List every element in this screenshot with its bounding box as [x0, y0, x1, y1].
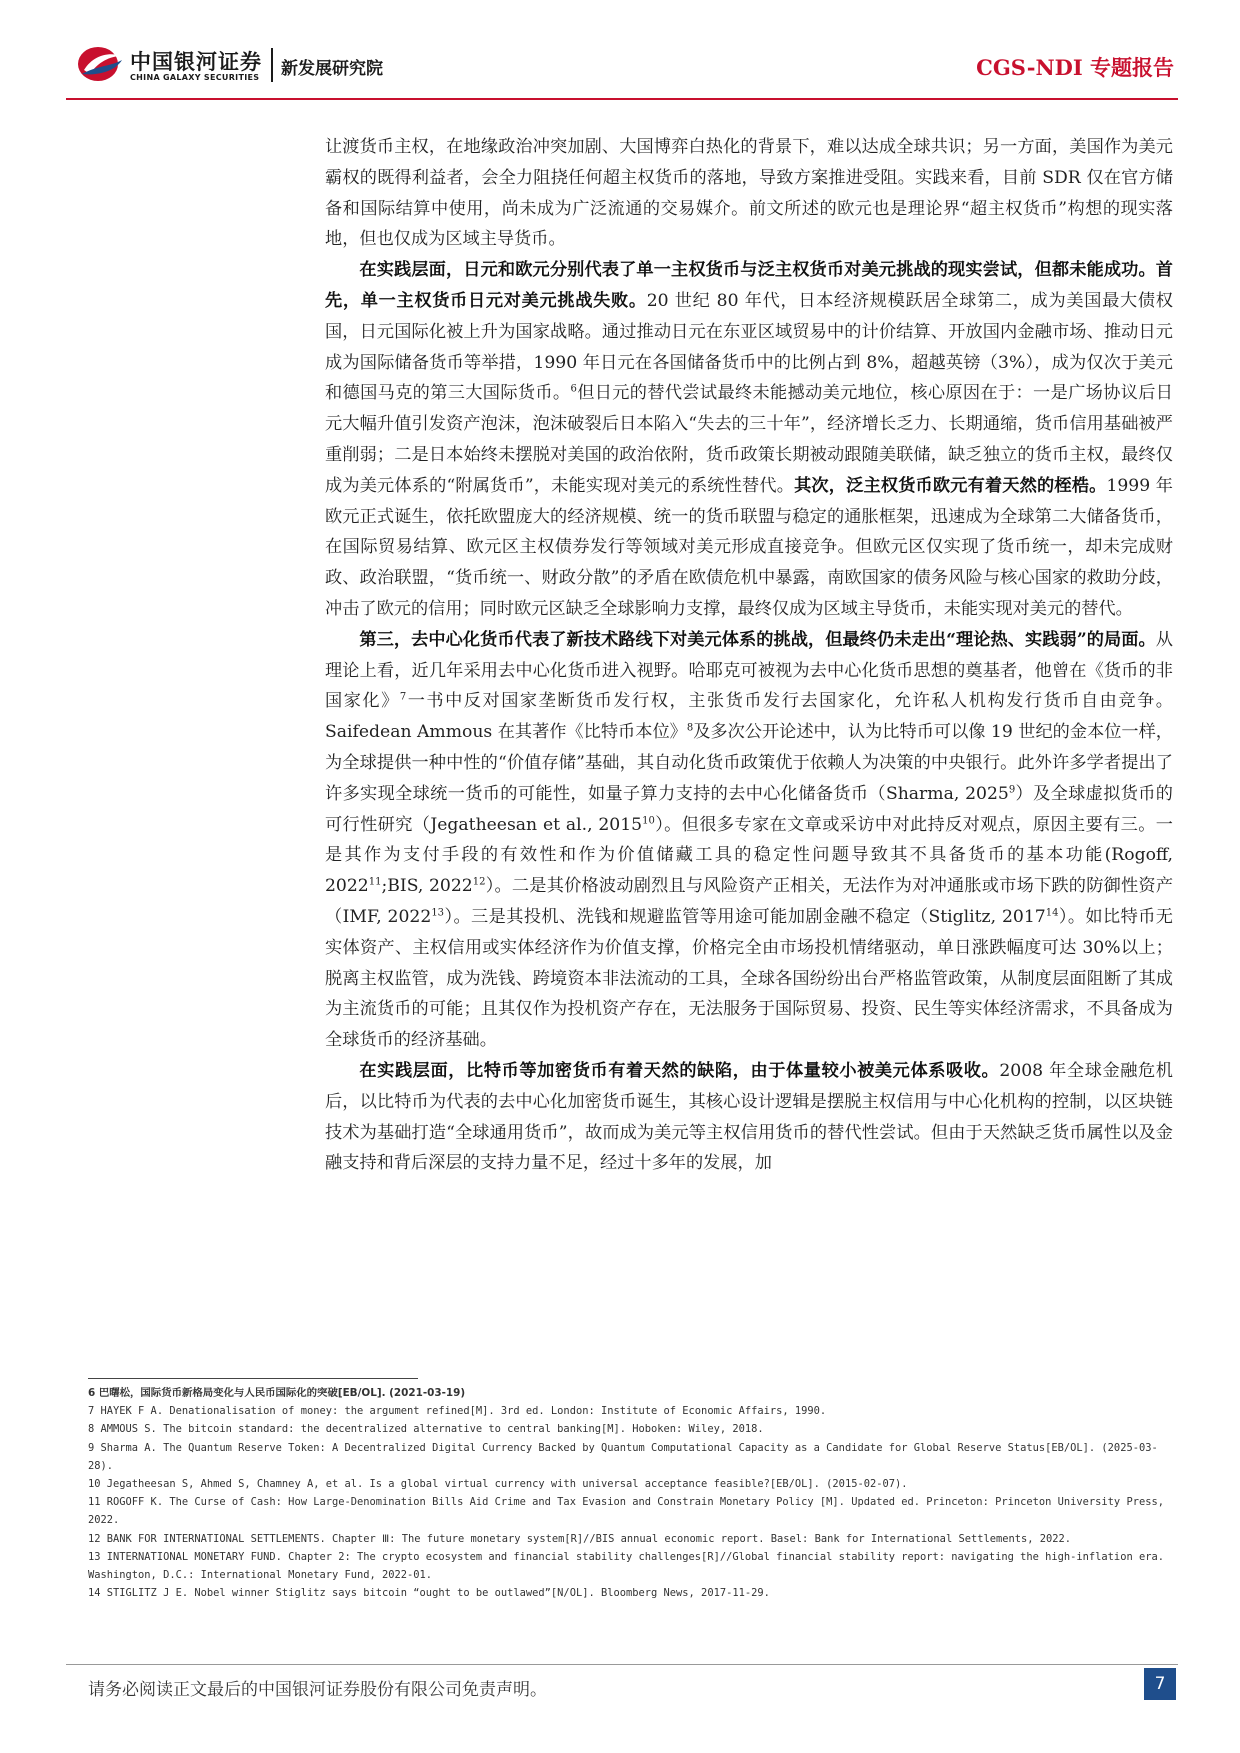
footnote-ref-6[interactable]: 6 [570, 383, 577, 395]
footnote-10: 10 Jegatheesan S, Ahmed S, Chamney A, et al. Is a global virtual currency with universal acceptance feasible?[EB/OL]. (2015-02-07). [88, 1478, 908, 1491]
paragraph-3 [325, 625, 1173, 1056]
footnote-14: 14 STIGLITZ J E. Nobel winner Stiglitz says bitcoin “ought to be outlawed”[N/OL]. Bloomberg News, 2017-11-29. [88, 1587, 770, 1600]
footnote-12: 12 BANK FOR INTERNATIONAL SETTLEMENTS. Chapter Ⅲ: The future monetary system[R]//BIS annual economic report. Basel: Bank for International Settlements, 2022. [88, 1532, 1072, 1545]
disclaimer-text: 请务必阅读正文最后的中国银河证券股份有限公司免责声明。 [88, 1680, 547, 1700]
paragraph-1 [325, 132, 1173, 255]
paragraph-3-text-2: 一书中反对国家垄断货币发行权，主张货币发行去国家化，允许私人机构发行货币自由竞争。Saifedean Ammous 在其著作《比特币本位》 [325, 691, 1173, 743]
paragraph-3-text-3: 及多次公开论述中，认为比特币可以像 19 世纪的金本位一样，为全球提供一种中性的“价值存储”基础，其自动化货币政策优于依赖人为决策的中央银行。此外许多学者提出了许多实现全球统一货币的可能性，如量子算力支持的去中心化储备货币（Sharma, 2025 [325, 722, 1173, 804]
brand-divider [271, 48, 273, 82]
footnote-ref-10[interactable]: 10 [642, 814, 655, 826]
footnote-13: 13 INTERNATIONAL MONETARY FUND. Chapter 2: The crypto ecosystem and financial stability challenges[R]//Global financial stability report: navigating the high-inflation era. Washington, D.C.: International Monetary Fund, 2022-01. [88, 1550, 1164, 1582]
report-series-title: CGS-NDI 专题报告 [976, 55, 1174, 80]
footnote-ref-11[interactable]: 11 [368, 876, 382, 888]
paragraph-3-text-5: ）。但很多专家在文章或采访中对此持反对观点，原因主要有三。一是其作为支付手段的有效性和作为价值储藏工具的稳定性问题导致其不具备货币的基本功能(Rogoff, 2022 [325, 814, 1173, 897]
footnote-8: 8 AMMOUS S. The bitcoin standard: the decentralized alternative to central banking[M]. Hoboken: Wiley, 2018. [88, 1423, 764, 1436]
footnote-11: 11 ROGOFF K. The Curse of Cash: How Large-Denomination Bills Aid Crime and Tax Evasion and Constrain Monetary Policy [M]. Updated ed. Princeton: Princeton University Press, 2022. [88, 1496, 1164, 1527]
paragraph-2-lead: 在实践层面，日元和欧元分别代表了单一主权货币与泛主权货币对美元挑战的现实尝试，但都未能成功。首先，单一主权货币日元对美元挑战失败。 [325, 260, 1173, 311]
institute-name: 新发展研究院 [281, 59, 383, 79]
footnote-ref-14[interactable]: 14 [1045, 907, 1059, 919]
footer-divider [66, 1664, 1178, 1665]
footnote-ref-12[interactable]: 12 [472, 876, 486, 888]
paragraph-3-text-1: 从理论上看，近几年采用去中心化货币进入视野。哈耶克可被视为去中心化货币思想的奠基者，他曾在《货币的非国家化》 [325, 629, 1173, 712]
brand-name-en: CHINA GALAXY SECURITIES [130, 73, 260, 82]
paragraph-2-text-1: 20 世纪 80 年代，日本经济规模跃居全球第二，成为美国最大债权国，日元国际化被上升为国家战略。通过推动日元在东亚区域贸易中的计价结算、开放国内金融市场、推动日元成为国际储备货币等举措，1990 年日元在各国储备货币中的比例占到 8%，超越英镑（3%），成为仅次于美元和德国马克的第三大国际货币。 [325, 290, 1173, 404]
page-number-badge: 7 [1144, 1668, 1176, 1700]
footnote-divider [88, 1378, 418, 1379]
page-header [0, 0, 1240, 110]
paragraph-2-text-2: 但日元的替代尝试最终未能撼动美元地位，核心原因在于：一是广场协议后日元大幅升值引发资产泡沫，泡沫破裂后日本陷入“失去的三十年”，经济增长乏力、长期通缩，货币信用基础被严重削弱；二是日本始终未摆脱对美国的政治依附，货币政策长期被动跟随美联储，缺乏独立的货币主权，最终仅成为美元体系的“附属货币”，未能实现对美元的系统性替代。 [325, 383, 1173, 496]
paragraph-3-text-9: ）。如比特币无实体资产、主权信用或实体经济作为价值支撑，价格完全由市场投机情绪驱动，单日涨跌幅度可达 30%以上；脱离主权监管，成为洗钱、跨境资本非法流动的工具，全球各国纷纷出台严格监管政策，从制度层面阻断了其成为主流货币的可能；且其仅作为投机资产存在，无法服务于国际贸易、投资、民生等实体经济需求，不具备成为全球货币的经济基础。 [325, 906, 1173, 1051]
paragraph-4-text: 2008 年全球金融危机后，以比特币为代表的去中心化加密货币诞生，其核心设计逻辑是摆脱主权信用与中心化机构的控制，以区块链技术为基础打造“全球通用货币”，故而成为美元等主权信用货币的替代性尝试。但由于天然缺乏货币属性以及金融支持和背后深层的支持力量不足，经过十多年的发展，加 [325, 1060, 1173, 1174]
footnote-ref-9[interactable]: 9 [1008, 784, 1016, 795]
footnote-ref-7[interactable]: 7 [399, 691, 407, 703]
paragraph-3-text-6: ;BIS, 2022 [381, 876, 473, 897]
paragraph-1-text: 让渡货币主权，在地缘政治冲突加剧、大国博弈白热化的背景下，难以达成全球共识；另一方面，美国作为美元霸权的既得利益者，会全力阻挠任何超主权货币的落地，导致方案推进受阻。实践来看，目前 SDR 仅在官方储备和国际结算中使用，尚未成为广泛流通的交易媒介。前文所述的欧元也是理论界“超主权货币”构想的现实落地，但也仅成为区域主导货币。 [325, 137, 1173, 250]
paragraph-3-text-7: ）。二是其价格波动剧烈且与风险资产正相关，无法作为对冲通胀或市场下跌的防御性资产（IMF, 2022 [325, 876, 1174, 927]
footnotes [88, 1384, 1172, 1602]
paragraph-3-text-4: ）及全球虚拟货币的可行性研究（Jegatheesan et al., 2015 [325, 783, 1173, 835]
paragraph-2-text-3: 1999 年欧元正式诞生，依托欧盟庞大的经济规模、统一的货币联盟与稳定的通胀框架，迅速成为全球第二大储备货币，在国际贸易结算、欧元区主权债券发行等领域对美元形成直接竞争。但欧元区仅实现了货币统一，却未完成财政、政治联盟，“货币统一、财政分散”的矛盾在欧债危机中暴露，南欧国家的债务风险与核心国家的救助分歧，冲击了欧元的信用；同时欧元区缺乏全球影响力支撑，最终仅成为区域主导货币，未能实现对美元的替代。 [325, 475, 1173, 619]
paragraph-3-lead: 第三，去中心化货币代表了新技术路线下对美元体系的挑战，但最终仍未走出“理论热、实践弱”的局面。 [359, 629, 1156, 650]
paragraph-4-lead: 在实践层面，比特币等加密货币有着天然的缺陷，由于体量较小被美元体系吸收。 [359, 1060, 1000, 1081]
footnote-6: 6 巴曙松，国际货币新格局变化与人民币国际化的突破[EB/OL]. (2021-03-19) [88, 1387, 466, 1399]
footnote-ref-8[interactable]: 8 [686, 722, 694, 734]
footnote-9: 9 Sharma A. The Quantum Reserve Token: A Decentralized Digital Currency Backed by Quantum Computational Capacity as a Candidate for Global Reserve Status[EB/OL]. (2025-03-28). [88, 1441, 1158, 1472]
paragraph-4 [325, 1056, 1173, 1179]
paragraph-2-emphasis: 其次，泛主权货币欧元有着天然的桎梏。 [794, 475, 1107, 496]
galaxy-logo-icon [76, 44, 124, 84]
brand-name-cn: 中国银河证券 [130, 50, 262, 74]
report-body [325, 132, 1173, 1179]
paragraph-2 [325, 255, 1173, 625]
header-divider [66, 98, 1178, 100]
footnote-7: 7 HAYEK F A. Denationalisation of money: the argument refined[M]. 3rd ed. London: Institute of Economic Affairs, 1990. [88, 1405, 827, 1418]
paragraph-3-text-8: ）。三是其投机、洗钱和规避监管等用途可能加剧金融不稳定（Stiglitz, 2017 [444, 906, 1046, 927]
footnote-ref-13[interactable]: 13 [431, 907, 445, 919]
